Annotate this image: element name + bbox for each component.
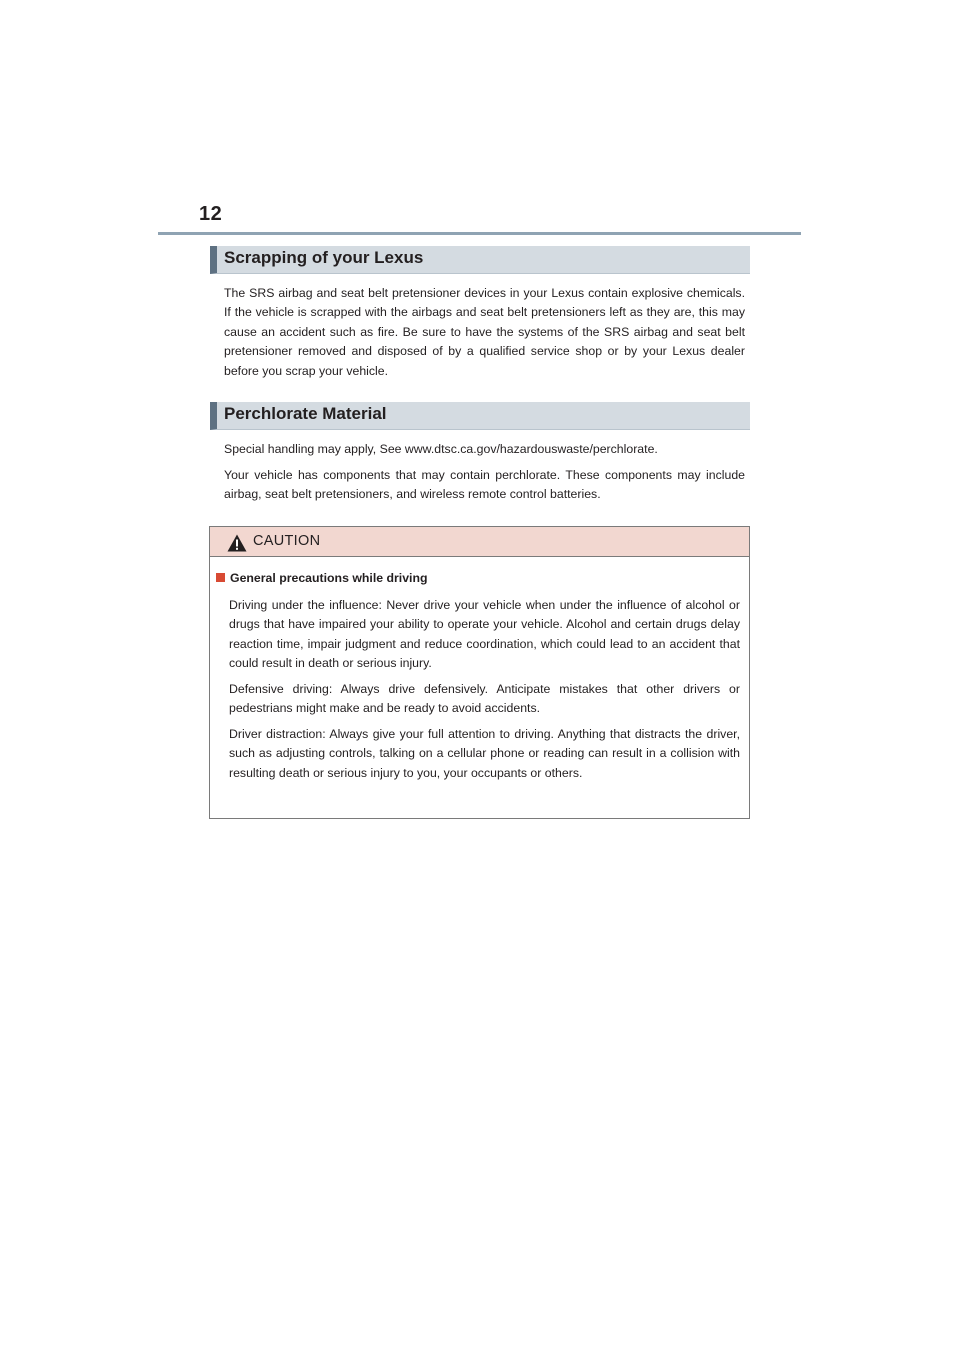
warning-triangle-icon: [227, 534, 247, 552]
caution-header: [210, 527, 749, 557]
header-rule: [158, 232, 801, 235]
bullet-square-icon: [216, 573, 225, 582]
caution-title: CAUTION: [253, 533, 321, 549]
perchlorate-paragraph-1: Special handling may apply, See www.dtsc.ca.gov/hazardouswaste/perchlorate.: [224, 442, 658, 456]
caution-paragraph-1: Driving under the influence: Never drive your vehicle when under the influence of alcohol or drugs that have impaired your ability to operate your vehicle. Alcohol and certain drugs delay reaction time, impair judgment and reduce coordination, which could lead to an accident that could result in death or serious injury.: [229, 598, 740, 671]
caution-subheading-label: General precautions while driving: [230, 571, 428, 585]
perchlorate-paragraph-2: Your vehicle has components that may contain perchlorate. These components may include airbag, seat belt pretensioners, and wireless remote control batteries.: [224, 468, 745, 502]
section-heading-perchlorate: [210, 402, 750, 430]
section-heading-scrapping: [210, 246, 750, 274]
caution-paragraph-3: Driver distraction: Always give your full attention to driving. Anything that distracts the driver, such as adjusting controls, talking on a cellular phone or reading can result in a collision with resulting death or serious injury to you, your occupants or others.: [229, 727, 740, 780]
caution-subheading: [216, 571, 427, 585]
caution-box: [209, 526, 750, 819]
caution-paragraph-2: Defensive driving: Always drive defensively. Anticipate mistakes that other drivers or pedestrians might make and be ready to avoid accidents.: [229, 682, 740, 716]
scrapping-paragraph: The SRS airbag and seat belt pretensioner devices in your Lexus contain explosive chemicals. If the vehicle is scrapped with the airbags and seat belt pretensioners left as they are, this may cause an accident such as fire. Be sure to have the systems of the SRS airbag and seat belt pretensioner removed and disposed of by a qualified service shop or by your Lexus dealer before you scrap your vehicle.: [224, 286, 745, 378]
section-heading-label: Scrapping of your Lexus: [224, 248, 424, 267]
section-heading-label: Perchlorate Material: [224, 404, 387, 423]
page-number: 12: [199, 203, 223, 225]
